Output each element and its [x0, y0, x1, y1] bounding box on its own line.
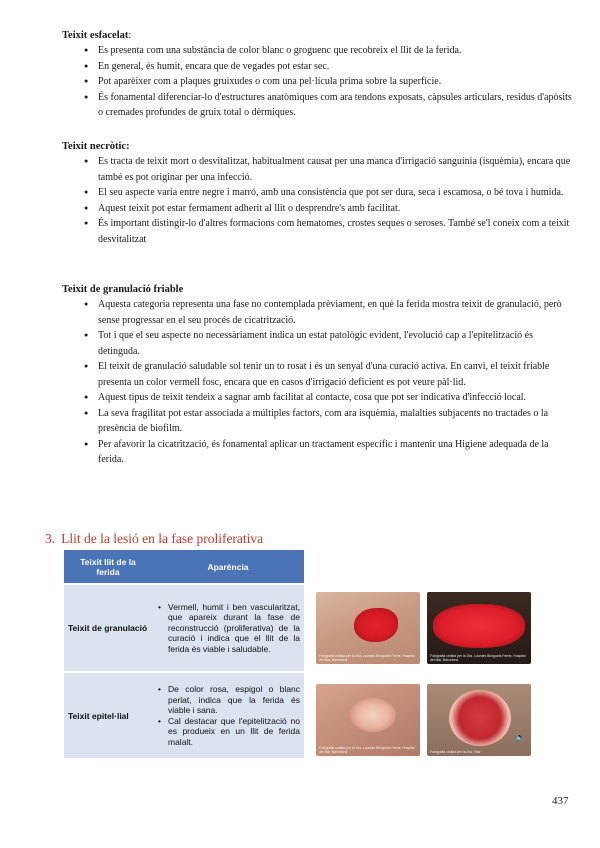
epithelial-photo-2 [427, 684, 531, 756]
list-item: ● Tot i que el seu aspecte no necessàriament indica un estat patològic evident, l'evolució cap a l'epitelització és detinguda. [84, 328, 574, 359]
list-item: ● La seva fragilitat pot estar associada a múltiples factors, com ara isquèmia, malalties subjacents no tractades o la presència de biofilm. [84, 406, 574, 437]
epithelial-photo-1 [316, 684, 420, 756]
heading-text: Llit de la lesió en la fase proliferativa [61, 531, 264, 546]
list-item: ● Aquesta categoria representa una fase no contemplada prèviament, en què la ferida mostra teixit de granulació, però sense progressar en el seu procés de cicatrització. [84, 297, 574, 328]
bullet-list [84, 297, 574, 468]
list-item: ● En general, és humit, encara que de vegades pot estar sec. [84, 59, 574, 75]
section-title: Teixit necròtic: [62, 141, 130, 152]
speaker-icon[interactable]: 🔈 [515, 732, 527, 742]
list-item: ● Es presenta com una substància de color blanc o groguenc que recobreix el llit de la ferida. [84, 43, 574, 59]
table-header: Teixit llit de la ferida [64, 550, 152, 584]
list-item: ● Aquest teixit pot estar fermament adherit al llit o desprendre's amb facilitat. [84, 201, 574, 217]
wound-image [350, 698, 396, 732]
list-item: ● El seu aspecte varia entre negre i marró, amb una consistència que pot ser dura, seca i escamosa, o bé tova i humida. [84, 185, 574, 201]
description-bullet: • Cal destacar que l'epitelització no es produeix en un llit de ferida malalt. [156, 716, 300, 748]
table-header-row [64, 550, 304, 584]
table-row [64, 584, 304, 672]
list-item: ● Per afavorir la cicatrització, és fonamental aplicar un tractament específic i mantenir una Higiene adequada de la ferida. [84, 437, 574, 468]
table-row [64, 672, 304, 758]
row-label: Teixit de granulació [64, 584, 152, 672]
wound-image [354, 608, 398, 642]
description-bullet: • Vermell, humit i ben vascularitzat, que apareix durant la fase de reconstrucció (proliferativa) de la curació i indica que el llit de la ferida és viable i saludable. [156, 602, 300, 655]
row-description [152, 672, 304, 758]
photo-caption: Fotografia cedida per la Dra. Lourdes Bringuela Ferrer, Hospital del Mar, Barcelona [319, 654, 415, 662]
list-item: ● Aquest tipus de teixit tendeix a sagnar amb facilitat al contacte, cosa que pot ser indicativa d'infecció local. [84, 390, 574, 406]
list-item: ● Pot aparèixer com a plaques gruixudes o com una pel·lícula prima sobre la superfície. [84, 74, 574, 90]
description-bullet: • De color rosa, espigol o blanc perlat, indica que la ferida és viable i sana. [156, 684, 300, 716]
list-item: ● Es tracta de teixit mort o desvitalitzat, habitualment causat per una manca d'irrigació sanguínia (isquèmia), encara que també es pot originar per una infecció. [84, 154, 574, 185]
list-item: ● El teixit de granulació saludable sol tenir un to rosat i és un senyal d'una curació activa. En canvi, el teixit friable presenta un color vermell fosc, encara que en casos d'irrigació deficient es pot veure pàl·lid. [84, 359, 574, 390]
row-label: Teixit epitel·lial [64, 672, 152, 758]
bullet-list [84, 43, 574, 121]
wound-image [449, 690, 511, 746]
section-necrotic [62, 140, 574, 247]
wound-bed-table [64, 550, 304, 758]
wound-image [433, 604, 525, 648]
heading-number: 3. [45, 531, 56, 546]
list-item: ● És important distingir-lo d'altres formacions com hematomes, crostes seques o seroses. També se'l coneix com a teixit desvitalitzat [84, 216, 574, 247]
section-granulacio-friable [62, 283, 574, 468]
section-heading [45, 531, 263, 547]
bullet-list [84, 154, 574, 247]
page-number: 437 [552, 795, 569, 807]
photo-caption: Fotografia cedida per la Dra. Lourdes Bringuela Ferrer, Hospital del Mar, Barcelona [430, 654, 526, 662]
section-title: Teixit de granulació friable [62, 284, 184, 295]
table-header: Aparència [152, 550, 304, 584]
photo-caption: Fotografia cedida per la Dra. Lourdes Bringuela Ferrer, Hospital del Mar, Barcelona [319, 746, 415, 754]
section-esfacelat [62, 29, 574, 121]
row-description [152, 584, 304, 672]
section-title: Teixit esfacelat: [62, 30, 132, 41]
list-item: ● És fonamental diferenciar-lo d'estructures anatòmiques com ara tendons exposats, càpsules articulars, residus d'apòsits o cremades profundes de gruix total o dèrmiques. [84, 90, 574, 121]
granulation-photo-1 [316, 592, 420, 664]
photo-caption: Fotografia cedida per la Dra. Vilar [430, 750, 481, 754]
granulation-photo-2 [427, 592, 531, 664]
